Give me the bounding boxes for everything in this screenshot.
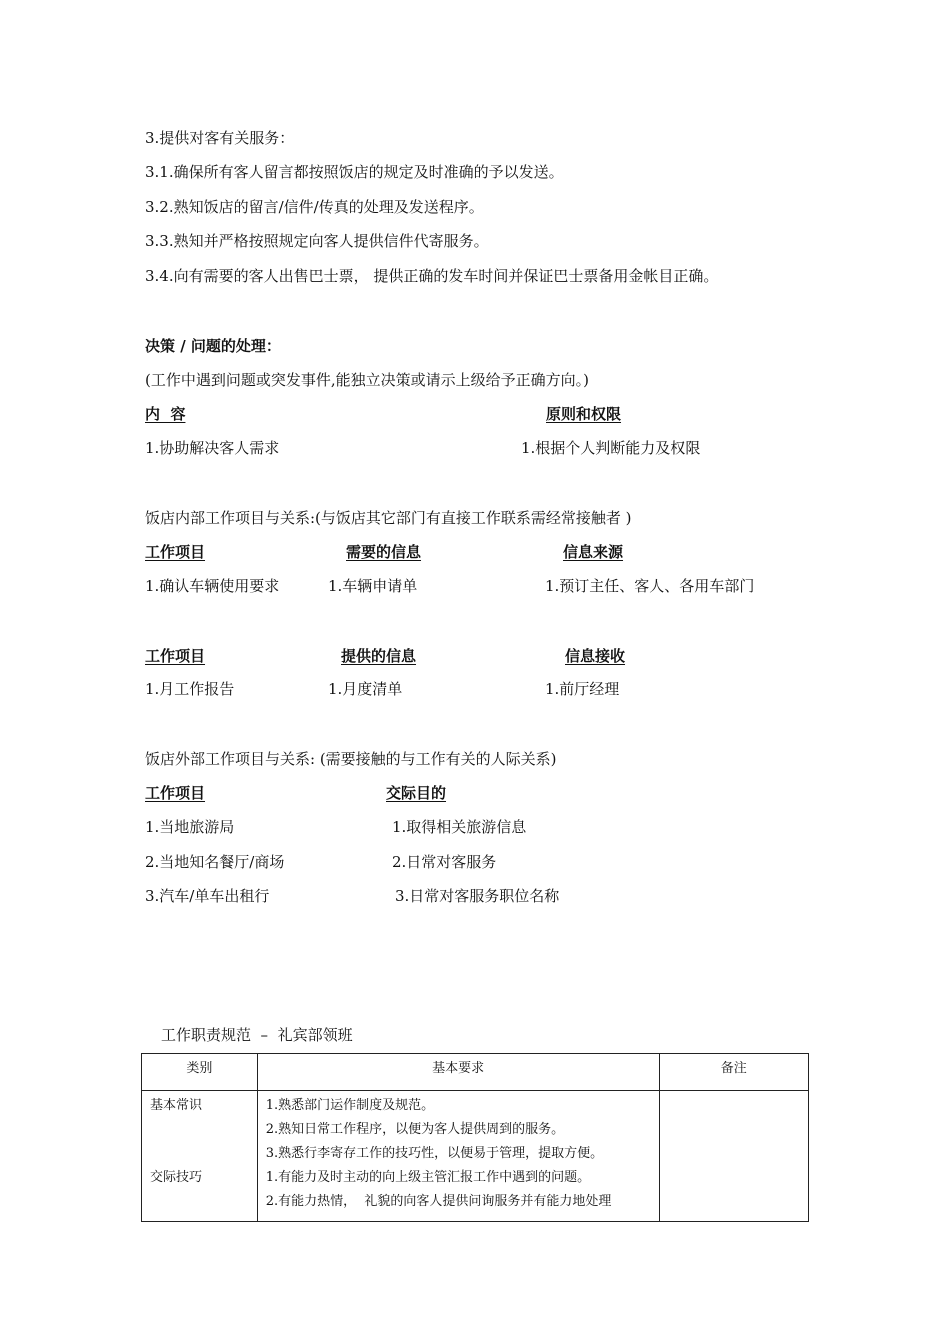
services-item: 3.1.确保所有客人留言都按照饭店的规定及时准确的予以发送。 (145, 163, 564, 181)
spec-requirement: 2.熟知日常工作程序，以便为客人提供周到的服务。 (265, 1122, 565, 1137)
external-cell: 2.当地知名餐厅/商场 (145, 853, 285, 871)
spec-requirement: 1.熟悉部门运作制度及规范。 (265, 1098, 435, 1113)
spec-table (141, 1053, 809, 1222)
services-item: 3.4.向有需要的客人出售巴士票， 提供正确的发车时间并保证巴士票备用金帐目正确。 (145, 267, 719, 285)
decision-heading: 决策 / 问题的处理： (145, 337, 281, 355)
internal-table1-header: 需要的信息 (346, 543, 422, 561)
services-heading: 3.提供对客有关服务： (145, 129, 295, 147)
services-item: 3.3.熟知并严格按照规定向客人提供信件代寄服务。 (145, 232, 489, 250)
external-cell: 2.日常对客服务 (392, 853, 497, 871)
decision-note: (工作中遇到问题或突发事件,能独立决策或请示上级给予正确方向。) (145, 371, 589, 389)
spec-title: 工作职责规范 – 礼宾部领班 (161, 1026, 353, 1044)
services-item: 3.2.熟知饭店的留言/信件/传真的处理及发送程序。 (145, 198, 484, 216)
decision-row-col2: 1.根据个人判断能力及权限 (521, 439, 701, 457)
internal-table2-header: 提供的信息 (341, 647, 417, 665)
internal-table2-cell: 1.月度清单 (328, 680, 403, 698)
internal-heading: 饭店内部工作项目与关系:(与饭店其它部门有直接工作联系需经常接触者 ) (145, 509, 632, 527)
spec-notes-cell (659, 1091, 808, 1222)
external-heading: 饭店外部工作项目与关系: (需要接触的与工作有关的人际关系) (145, 750, 557, 768)
external-cell: 3.日常对客服务职位名称 (395, 887, 560, 905)
decision-row-col1: 1.协助解决客人需求 (145, 439, 280, 457)
internal-table2-header: 信息接收 (565, 647, 626, 665)
decision-col2-header: 原则和权限 (546, 405, 622, 423)
spec-header-row (142, 1054, 809, 1091)
spec-requirement: 3.熟悉行李寄存工作的技巧性，以便易于管理，提取方便。 (265, 1146, 604, 1161)
decision-col1-header: 内 容 (145, 405, 186, 423)
spec-header-cell: 类别 (142, 1054, 258, 1091)
internal-table1-header: 信息来源 (563, 543, 624, 561)
spec-category: 基本常识 (150, 1098, 203, 1113)
spec-requirements-cell (257, 1091, 659, 1222)
spec-requirement: 2.有能力热情， 礼貌的向客人提供问询服务并有能力地处理 (265, 1194, 612, 1209)
spec-header-cell: 备注 (659, 1054, 808, 1091)
external-header: 交际目的 (386, 784, 447, 802)
internal-table2-cell: 1.月工作报告 (145, 680, 235, 698)
internal-table2-cell: 1.前厅经理 (545, 680, 620, 698)
external-cell: 1.当地旅游局 (145, 818, 235, 836)
internal-table2-header: 工作项目 (145, 647, 206, 665)
spec-category: 交际技巧 (150, 1170, 203, 1185)
spec-body-row (142, 1091, 809, 1222)
internal-table1-header: 工作项目 (145, 543, 206, 561)
spec-header-cell: 基本要求 (257, 1054, 659, 1091)
external-header: 工作项目 (145, 784, 206, 802)
internal-table1-cell: 1.车辆申请单 (328, 577, 418, 595)
external-cell: 3.汽车/单车出租行 (145, 887, 270, 905)
spec-category-cell (142, 1091, 258, 1222)
internal-table1-cell: 1.确认车辆使用要求 (145, 577, 280, 595)
internal-table1-cell: 1.预订主任、客人、各用车部门 (545, 577, 755, 595)
spec-requirement: 1.有能力及时主动的向上级主管汇报工作中遇到的问题。 (265, 1170, 591, 1185)
external-cell: 1.取得相关旅游信息 (392, 818, 527, 836)
